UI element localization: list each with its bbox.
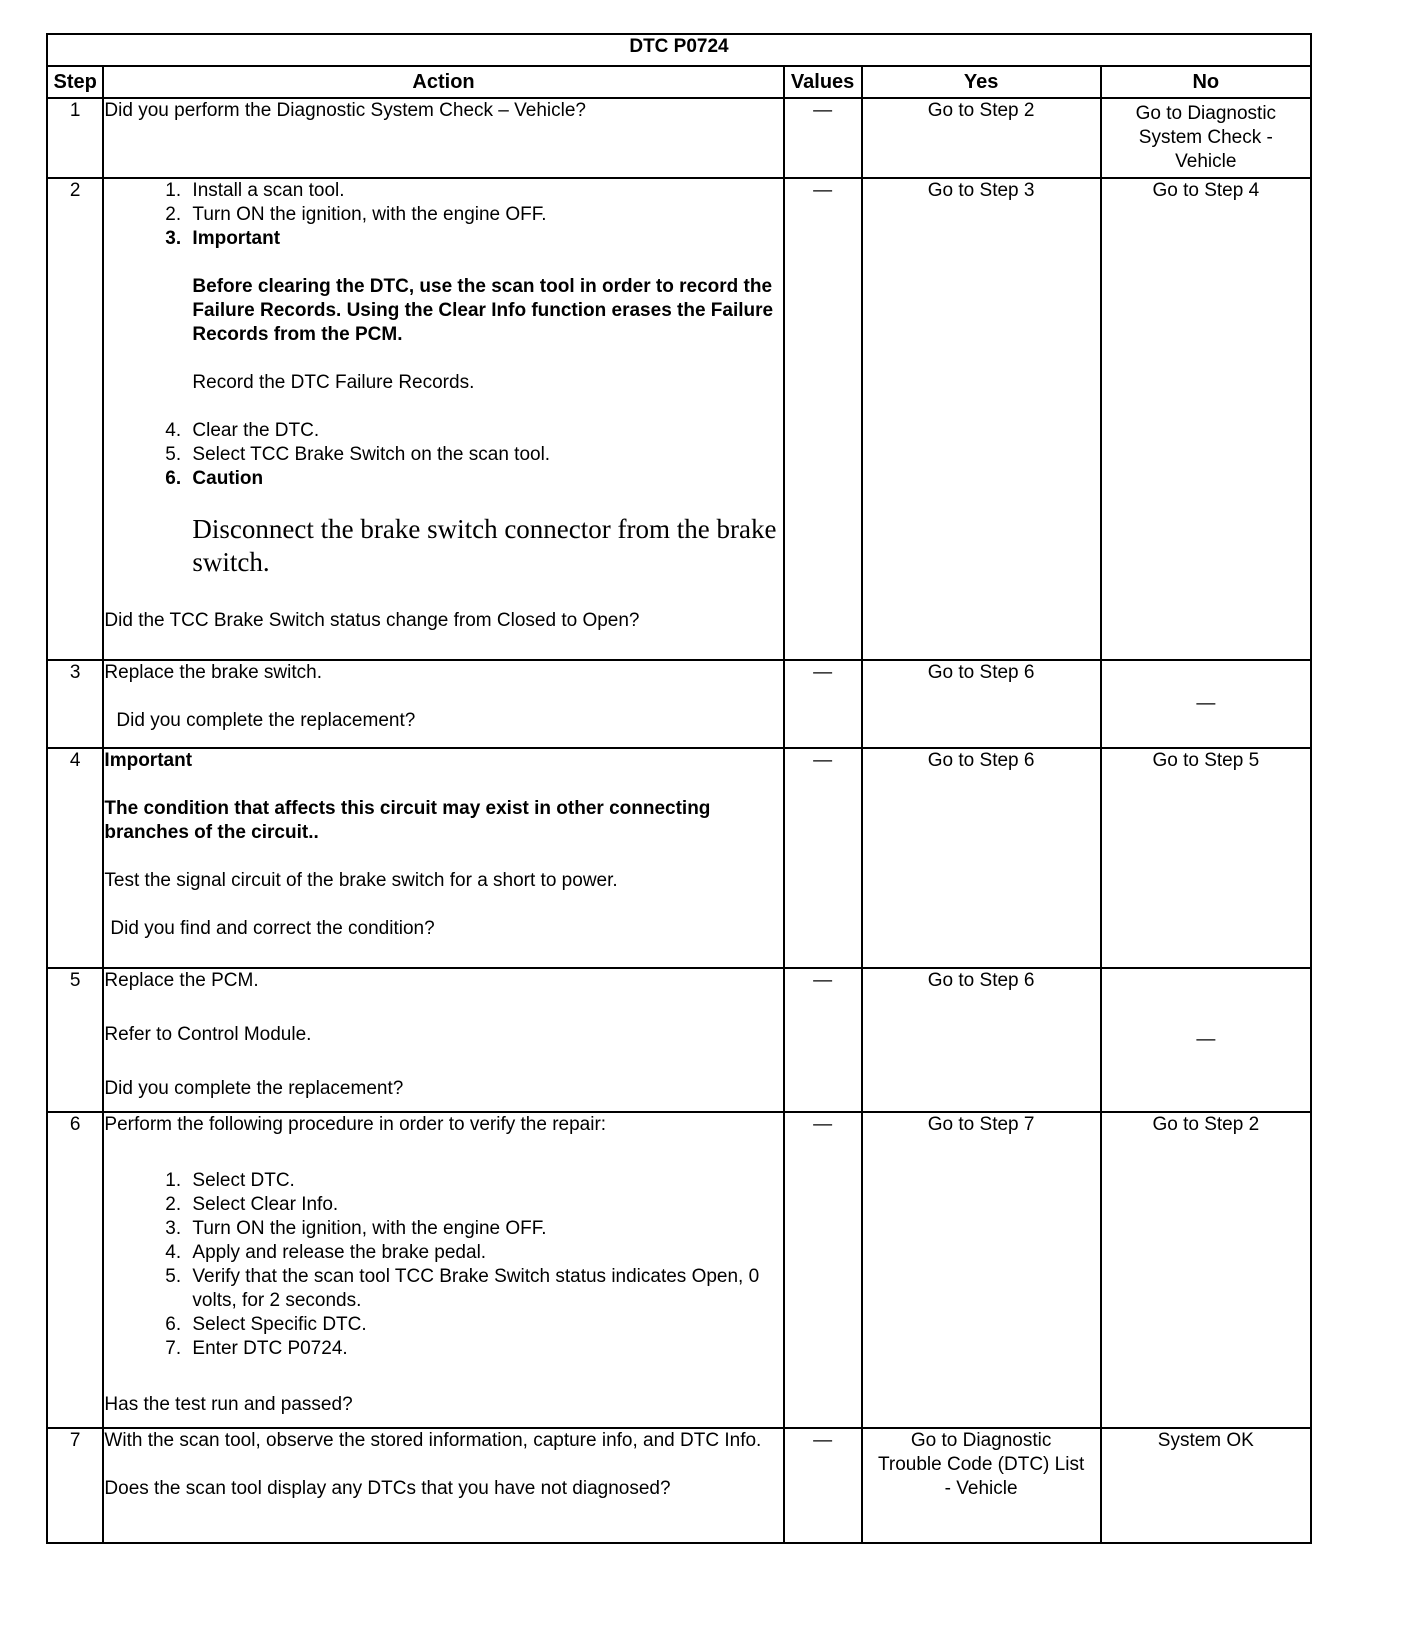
list-item: 5. Verify that the scan tool TCC Brake Switch status indicates Open, 0 volts, for 2 seconds.: [186, 1265, 782, 1313]
procedure-list: [104, 1169, 782, 1361]
no-cell: —: [1101, 968, 1311, 1112]
yes-cell: Go to Diagnostic Trouble Code (DTC) List - Vehicle: [862, 1428, 1101, 1543]
no-cell: —: [1101, 660, 1311, 748]
header-values: Values: [784, 66, 862, 98]
important-note: The condition that affects this circuit may exist in other connecting branches of the circuit..: [104, 798, 711, 843]
no-cell: Go to Step 2: [1101, 1112, 1311, 1428]
list-item: 3. Important: [186, 227, 782, 251]
list-item: 7. Enter DTC P0724.: [186, 1337, 782, 1361]
step-number: 6: [47, 1112, 103, 1428]
action-cell: [103, 178, 783, 660]
table-title: DTC P0724: [47, 34, 1311, 66]
table-row: [47, 1112, 1311, 1428]
header-yes: Yes: [862, 66, 1101, 98]
yes-cell: Go to Step 6: [862, 748, 1101, 968]
header-row: [47, 66, 1311, 98]
step-question: Did you complete the replacement?: [104, 1078, 404, 1099]
table-row: [47, 98, 1311, 178]
important-heading: Important: [104, 750, 193, 771]
step-question: Does the scan tool display any DTCs that you have not diagnosed?: [104, 1478, 671, 1499]
table-row: [47, 178, 1311, 660]
record-text: Record the DTC Failure Records.: [192, 372, 475, 393]
list-item: 1. Select DTC.: [186, 1169, 782, 1193]
step-text: Replace the brake switch.: [104, 662, 322, 683]
no-cell: Go to Step 4: [1101, 178, 1311, 660]
header-action: Action: [103, 66, 783, 98]
action-cell: [103, 1428, 783, 1543]
list-item: 1. Install a scan tool.: [186, 179, 782, 203]
list-item: 2. Select Clear Info.: [186, 1193, 782, 1217]
no-cell: Go to Step 5: [1101, 748, 1311, 968]
step-text: Replace the PCM.: [104, 970, 259, 991]
list-item: 5. Select TCC Brake Switch on the scan tool.: [186, 443, 782, 467]
values-cell: —: [784, 748, 862, 968]
action-cell: [103, 968, 783, 1112]
refer-text: Refer to Control Module.: [104, 1024, 312, 1045]
no-cell: Go to Diagnostic System Check - Vehicle: [1101, 98, 1311, 178]
step-text: Test the signal circuit of the brake switch for a short to power.: [104, 870, 618, 891]
table-row: [47, 968, 1311, 1112]
procedure-list: [104, 179, 782, 251]
list-item: 6. Caution: [186, 467, 782, 491]
yes-cell: Go to Step 7: [862, 1112, 1101, 1428]
step-question: Did you complete the replacement?: [116, 710, 416, 731]
list-item: 3. Turn ON the ignition, with the engine OFF.: [186, 1217, 782, 1241]
step-intro: Perform the following procedure in order to verify the repair:: [104, 1114, 607, 1135]
table-row: [47, 748, 1311, 968]
step-number: 7: [47, 1428, 103, 1543]
procedure-list: [104, 419, 782, 491]
header-no: No: [1101, 66, 1311, 98]
header-step: Step: [47, 66, 103, 98]
values-cell: —: [784, 1428, 862, 1543]
yes-cell: Go to Step 6: [862, 660, 1101, 748]
no-cell: System OK: [1101, 1428, 1311, 1543]
list-item: 4. Apply and release the brake pedal.: [186, 1241, 782, 1265]
dtc-table: [46, 33, 1312, 1544]
important-note: Before clearing the DTC, use the scan tool in order to record the Failure Records. Using the Clear Info function erases the Failure Records from the PCM.: [192, 276, 774, 345]
step-question: Did the TCC Brake Switch status change from Closed to Open?: [104, 610, 640, 631]
list-item: 4. Clear the DTC.: [186, 419, 782, 443]
table-row: [47, 1428, 1311, 1543]
yes-cell: Go to Step 6: [862, 968, 1101, 1112]
table-row: [47, 660, 1311, 748]
step-question: Did you find and correct the condition?: [110, 918, 435, 939]
step-question: Has the test run and passed?: [104, 1394, 353, 1415]
action-cell: [103, 748, 783, 968]
caution-note: Disconnect the brake switch connector from the brake switch.: [192, 514, 777, 577]
values-cell: —: [784, 660, 862, 748]
action-cell: [103, 660, 783, 748]
values-cell: —: [784, 98, 862, 178]
yes-cell: Go to Step 3: [862, 178, 1101, 660]
step-number: 2: [47, 178, 103, 660]
step-number: 3: [47, 660, 103, 748]
list-item: 2. Turn ON the ignition, with the engine OFF.: [186, 203, 782, 227]
step-number: 4: [47, 748, 103, 968]
step-number: 5: [47, 968, 103, 1112]
values-cell: —: [784, 178, 862, 660]
step-number: 1: [47, 98, 103, 178]
step-question: Did you perform the Diagnostic System Check – Vehicle?: [104, 100, 586, 121]
list-item: 6. Select Specific DTC.: [186, 1313, 782, 1337]
action-cell: [103, 1112, 783, 1428]
step-text: With the scan tool, observe the stored information, capture info, and DTC Info.: [104, 1430, 762, 1451]
action-cell: [103, 98, 783, 178]
values-cell: —: [784, 968, 862, 1112]
yes-cell: Go to Step 2: [862, 98, 1101, 178]
values-cell: —: [784, 1112, 862, 1428]
